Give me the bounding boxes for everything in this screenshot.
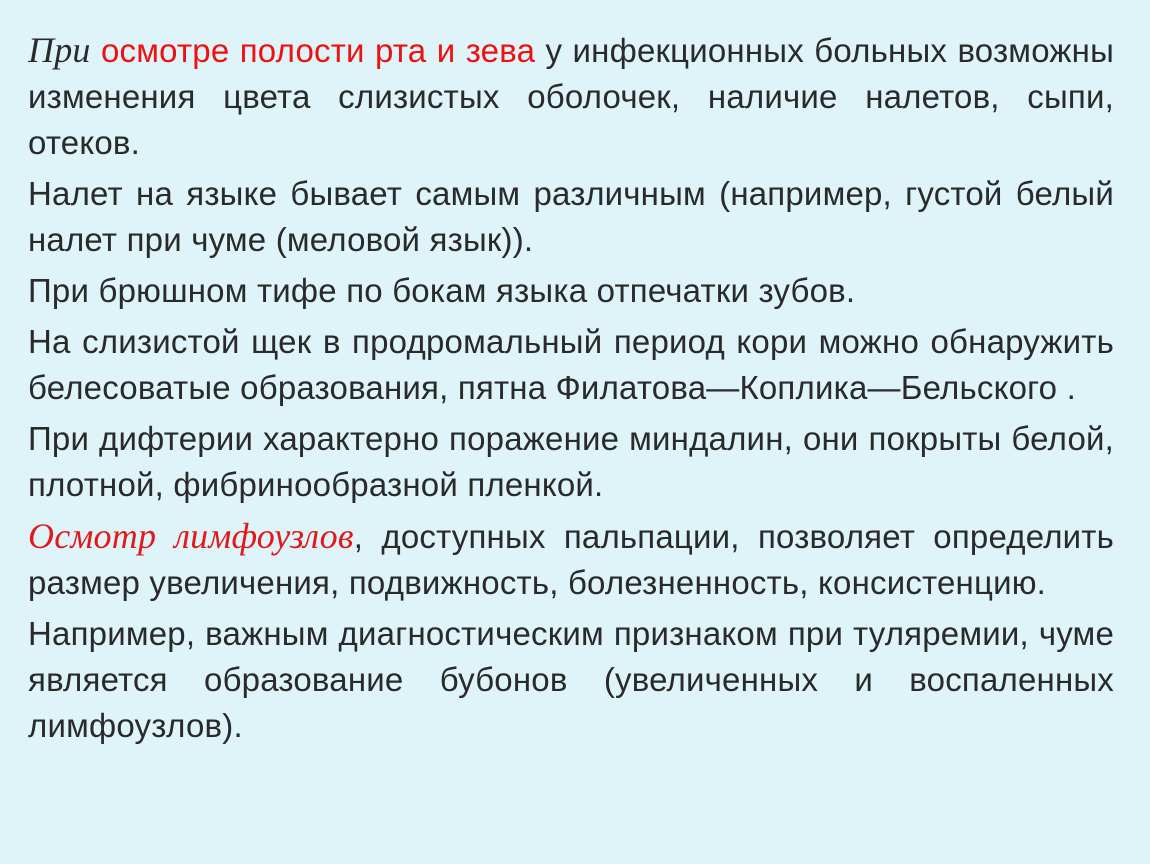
paragraph-measles: На слизистой щек в продромальный период кори можно обнаружить белесоватые образования, пятна Филатова—Коплика—Бельского . [28,323,1114,406]
paragraph-text: у инфекционных больных возможны изменения цвета слизистых оболочек, наличие налетов, сыпи, отеков. [28,32,1114,161]
paragraph-oral-exam [28,27,1114,166]
paragraph-typhoid: При брюшном тифе по бокам языка отпечатки зубов. [28,272,856,309]
paragraph-lymph-nodes [28,513,1114,606]
paragraph-text: , доступных пальпации, позволяет определить размер увеличения, подвижность, болезненность, консистенцию. [28,518,1114,601]
paragraph-tongue-coating: Налет на языке бывает самым различным (например, густой белый налет при чуме (меловой язык)). [28,175,1114,258]
paragraph-tularemia: Например, важным диагностическим признаком при туляремии, чуме является образование бубонов (увеличенных и воспаленных лимфоузлов). [28,615,1114,744]
paragraph-lead-word: При [28,30,91,70]
highlight-oral-exam: осмотре полости рта и зева [100,32,536,69]
paragraph-diphtheria: При дифтерии характерно поражение миндалин, они покрыты белой, плотной, фибринообразной пленкой. [28,420,1114,503]
highlight-lymph-exam: Осмотр лимфоузлов [28,516,354,556]
